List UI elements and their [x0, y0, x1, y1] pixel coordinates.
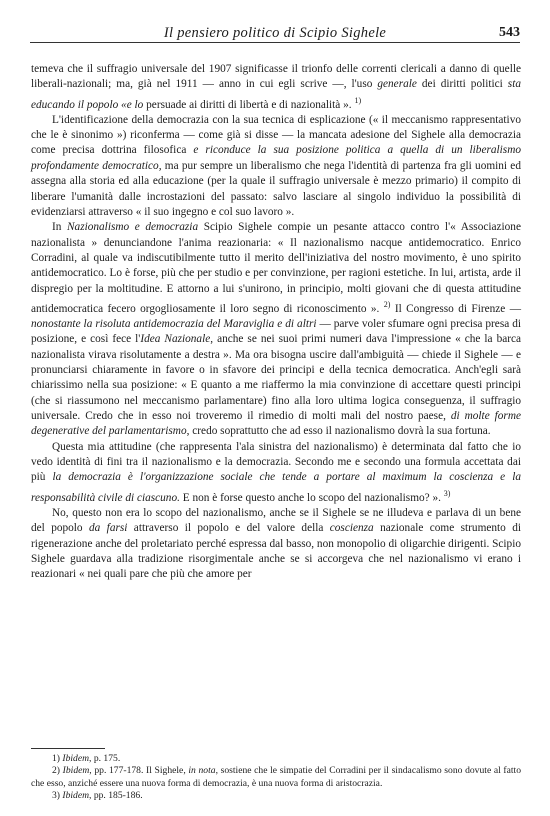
- text-run: Il Congresso di Firenze —: [390, 302, 521, 315]
- paragraph: [31, 113, 521, 220]
- emphasis-text: e riconduce la sua posizione politica a quella di un liberalismo profondamente democratico,: [31, 144, 521, 172]
- footnote-reference: 1): [354, 95, 362, 105]
- text-run: 1): [52, 753, 63, 764]
- text-run: 2): [52, 765, 63, 777]
- text-run: ma pur sempre un liberalismo che nega l'identità di partenza fra gli uomini ed assegna alla storia ed alla educazione (per la quale il suffragio universale è mezzo primario) il compito di liberare l'umanità dalle incrostazioni del passato: salvo lasciare al singolo individuo la possibilità di evidenziarsi attraverso « il suo ingegno e col suo lavoro ».: [31, 159, 521, 218]
- emphasis-text: da farsi: [88, 522, 128, 535]
- footnote: [31, 753, 521, 765]
- emphasis-text: Nazionalismo e democrazia: [67, 221, 199, 234]
- footnote-reference: 2): [383, 299, 391, 309]
- emphasis-text: la democrazia è l'organizzazione sociale che tende a portare al maximum la coscienza e la responsabilità civile di ciascuno.: [31, 471, 521, 504]
- paragraph: [31, 440, 521, 506]
- text-run: nazionale come strumento di rigenerazione anche del proletariato perché espressa dal basso, non monopolio di oligarchie dirigenti. Scipio Sighele guardava alla tradizione risorgimentale anche se si accorgeva che nel nazionalismo vi erano i reazionari « nei quali pare che più che amore per: [31, 522, 521, 581]
- text-run: , pp. 185-186.: [89, 789, 143, 801]
- emphasis-text: di molte forme degenerative del parlamentarismo: [31, 410, 522, 438]
- footnote: [31, 790, 521, 802]
- text-run: temeva che il suffragio universale del 1907 significasse il trionfo delle correnti clericali a danno di quelle liberali-nazionali; ma, già nel 1911 — anno in cui egli scrive —, l'uso: [31, 63, 521, 91]
- text-run: — parve voler sfumare ogni precisa presa di posizione, e così fece l': [31, 318, 521, 346]
- text-run: In: [52, 221, 68, 234]
- text-run: , pp. 177-178. Il Sighele,: [89, 765, 189, 777]
- emphasis-text: Ibidem: [62, 789, 90, 801]
- text-run: , p. 175.: [89, 753, 121, 764]
- footnote-reference: 3): [443, 488, 451, 498]
- text-run: 3): [52, 789, 63, 801]
- text-run: Scipio Sighele compie un pesante attacco contro l'« Associazione nazionalista » denunciandone l'anima reazionaria: « Il nazionalismo nacque antidemocratico. Enrico Corradini, al quale va indiscutibilmente tutto il merito dell'iniziativa del nostro movimento, è uno spirito antidemocratico. Lo è forse, più che per studio e per convinzione, per ragioni estetiche. In lui, artista, arde il dispregio per la moltitudine. E attorno a lui s'unirono, in principio, molti giovani che di questa attitudine antidemocratica fecero orgogliosamente il loro segno di riconoscimento ».: [31, 221, 521, 315]
- running-title: Il pensiero politico di Scipio Sighele: [163, 25, 387, 41]
- emphasis-text: Ibidem: [62, 753, 90, 764]
- emphasis-text: generale: [377, 78, 417, 91]
- emphasis-text: sta educando il popolo «e lo: [31, 78, 521, 111]
- footnotes: [31, 753, 521, 802]
- emphasis-text: nonostante la risoluta antidemocrazia del Maraviglia e di altri: [31, 318, 317, 331]
- text-run: dei diritti politici: [416, 78, 508, 91]
- text-run: No, questo non era lo scopo del nazionalismo, anche se il Sighele se ne illudeva e parlava di un bene del popolo: [31, 506, 521, 535]
- text-run: , sostiene che le simpatie del Corradini per il sindacalismo sono dovute al fatto che esso, anziché essere una nuova forma di democrazia, è una nuova forma di aristocrazia.: [31, 765, 522, 789]
- emphasis-text: Ibidem: [62, 765, 90, 777]
- text-run: L'identificazione della democrazia con la sua tecnica di esplicazione (« il meccanismo rappresentativo che le è sinonimo ») riconferma — come già si disse — la mancata adesione del Sighele alla democrazia come precisa dottrina filosofica: [31, 113, 521, 157]
- page-header: [30, 22, 520, 43]
- emphasis-text: coscienza: [329, 522, 374, 535]
- text-run: , anche se nei suoi primi numeri dava l'impressione « che la barca nazionalista virava risolutamente a destra ». Ma ora bisogna uscire dall'ambiguità — chiede il Sighele — e pronunciarsi chiaramente in favore o in sfavore dei principi e della tecnica democratica. Anch'egli sarà chiarissimo nella sua posizione: « E quanto a me riaffermo la mia convinzione di accettare questi principi (che si riassumono nel meccanismo parlamentare) fino alla loro ultima logica conseguenza, il suffragio universale. Credo che in esso noi troveremo il rimedio di molti mali del nostro paese,: [31, 333, 522, 423]
- paragraph: [31, 506, 521, 583]
- text-run: E non è forse questo anche lo scopo del nazionalismo? ».: [179, 491, 444, 504]
- text-run: , credo soprattutto che ad esso il nazionalismo dovrà la sua fortuna.: [186, 425, 491, 438]
- emphasis-text: in nota: [188, 765, 216, 777]
- page-number: 543: [499, 25, 520, 40]
- body-text: [31, 62, 521, 583]
- text-run: attraverso il popolo e del valore della: [127, 522, 330, 535]
- paragraph: [31, 220, 521, 440]
- text-run: Questa mia attitudine (che rappresenta l'ala sinistra del nazionalismo) è determinata dal fatto che io vedo identità di fini tra il nazionalismo e la democrazia. Secondo me e secondo una formula accettata dai più: [31, 440, 521, 484]
- footnote: [31, 765, 521, 790]
- paragraph: [31, 62, 521, 113]
- text-run: persuade ai diritti di libertà e di nazionalità ».: [143, 98, 355, 111]
- emphasis-text: Idea Nazionale: [140, 333, 211, 346]
- footnote-separator: [31, 748, 105, 749]
